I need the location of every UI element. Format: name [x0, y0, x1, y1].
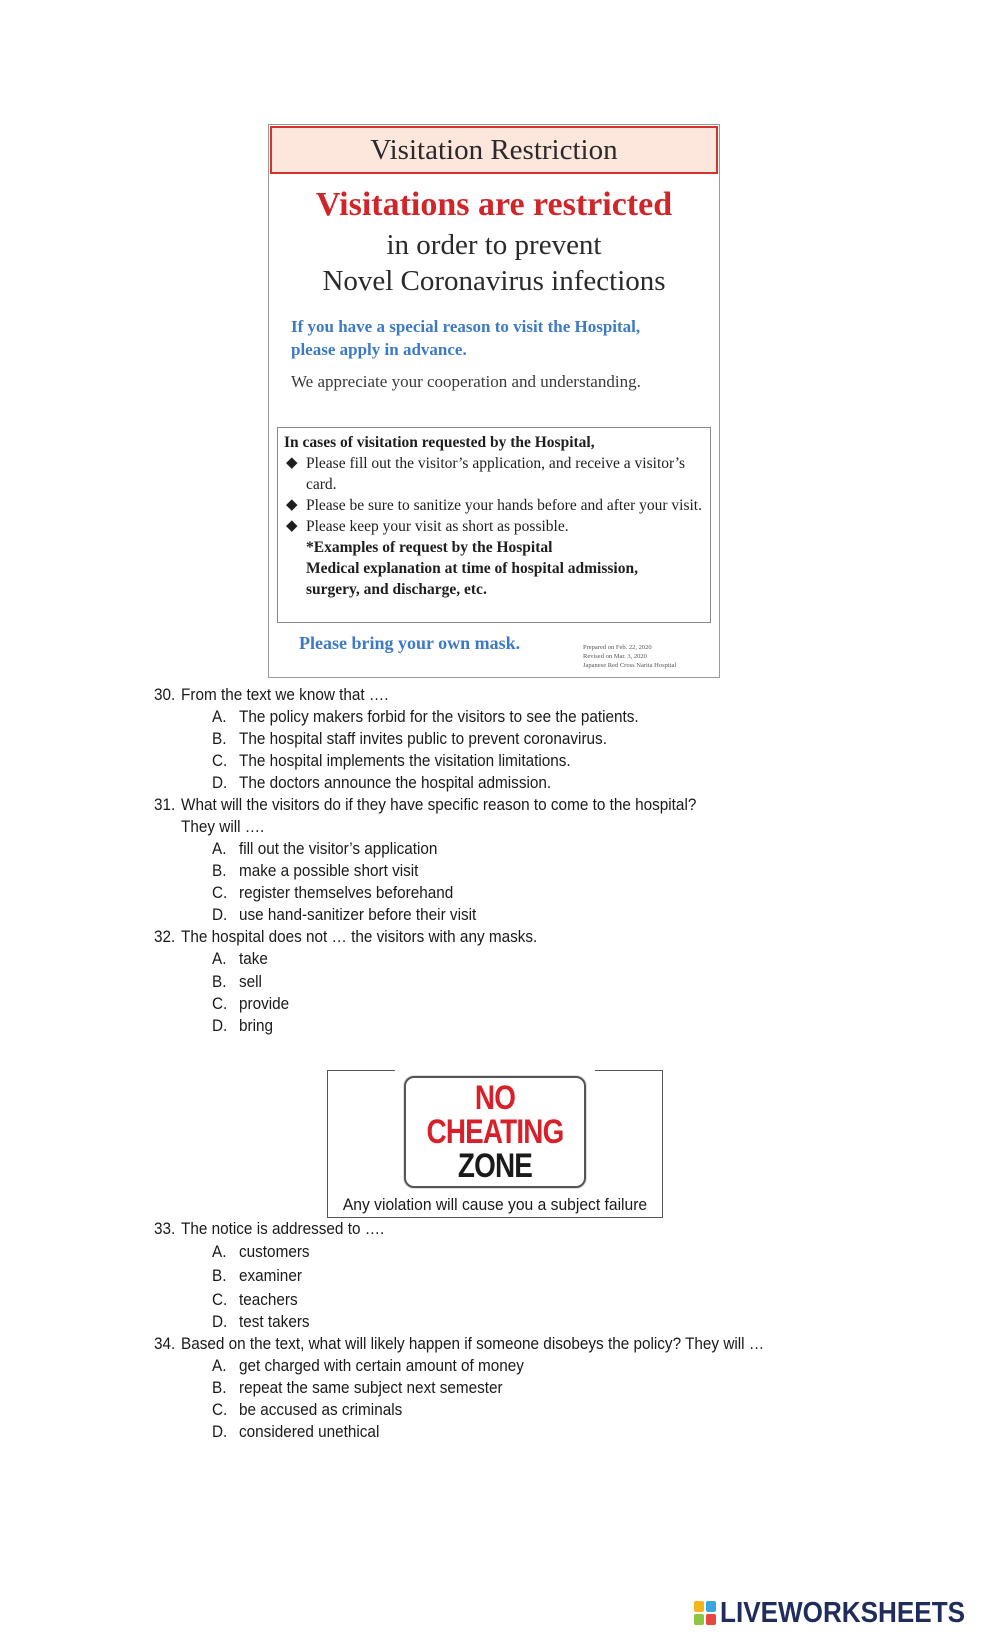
prepared-line-2: Revised on Mar. 3, 2020 [583, 653, 647, 660]
question-30 [154, 684, 388, 706]
question-number: 34. [154, 1334, 176, 1353]
question-31-option-c[interactable] [212, 882, 453, 904]
sign-line-no: NO [474, 1079, 516, 1117]
option-text: The hospital staff invites public to prevent coronavirus. [239, 729, 607, 748]
option-text: considered unethical [239, 1422, 380, 1441]
question-33 [154, 1218, 384, 1240]
cases-bullet-text: Please be sure to sanitize your hands before and after your visit. [306, 497, 702, 514]
option-text: be accused as criminals [239, 1400, 403, 1419]
question-text: From the text we know that …. [181, 685, 389, 704]
notice-special-line-2: please apply in advance. [291, 340, 467, 359]
sign-line-cheating: CHEATING [426, 1113, 564, 1151]
liveworksheets-logo-icon [694, 1601, 716, 1625]
question-30-option-b[interactable] [212, 728, 607, 750]
examples-line-1: *Examples of request by the Hospital [306, 539, 553, 556]
option-letter: A. [212, 1356, 227, 1375]
question-30-option-a[interactable] [212, 706, 639, 728]
option-letter: B. [212, 972, 227, 991]
option-text: register themselves beforehand [239, 883, 454, 902]
option-letter: D. [212, 1312, 228, 1331]
liveworksheets-logo[interactable] [694, 1598, 992, 1628]
notice-header: Visitation Restriction [270, 126, 718, 174]
option-letter: D. [212, 773, 228, 792]
option-text: The doctors announce the hospital admission. [239, 773, 552, 792]
option-letter: B. [212, 1378, 227, 1397]
notice-headline: Visitations are restricted [315, 186, 673, 223]
question-30-option-d[interactable] [212, 772, 551, 794]
option-letter: C. [212, 883, 228, 902]
notice-mask-text: Please bring your own mask. [299, 633, 521, 653]
question-30-option-c[interactable] [212, 750, 571, 772]
option-letter: C. [212, 751, 228, 770]
option-letter: D. [212, 905, 228, 924]
no-cheating-sign [404, 1076, 586, 1188]
question-number: 30. [154, 685, 176, 704]
question-text: What will the visitors do if they have specific reason to come to the hospital? [181, 795, 697, 814]
sign-line-zone: ZONE [457, 1147, 533, 1185]
question-31-option-a[interactable] [212, 838, 437, 860]
option-text: customers [239, 1242, 310, 1261]
option-letter: C. [212, 1400, 228, 1419]
option-letter: C. [212, 1290, 228, 1309]
question-32-option-a[interactable] [212, 948, 268, 970]
option-letter: D. [212, 1422, 228, 1441]
option-text: teachers [239, 1290, 298, 1309]
option-letter: B. [212, 861, 227, 880]
notice-appreciation: We appreciate your cooperation and understanding. [291, 372, 641, 391]
option-letter: D. [212, 1016, 228, 1035]
cases-bullet [284, 453, 704, 495]
cases-bullet-text: Please keep your visit as short as possible. [306, 518, 569, 535]
option-text: take [239, 949, 268, 968]
question-34-option-d[interactable] [212, 1421, 379, 1443]
question-number: 33. [154, 1219, 176, 1238]
question-32-option-c[interactable] [212, 993, 289, 1015]
option-letter: C. [212, 994, 228, 1013]
option-letter: B. [212, 729, 227, 748]
notice-subline-1: in order to prevent [386, 229, 602, 261]
visitation-notice [268, 124, 720, 678]
question-34-option-b[interactable] [212, 1377, 503, 1399]
question-32-option-d[interactable] [212, 1015, 273, 1037]
option-letter: A. [212, 949, 227, 968]
question-31 [154, 794, 696, 816]
prepared-line-3: Japanese Red Cross Narita Hospital [583, 662, 677, 669]
option-text: provide [239, 994, 290, 1013]
diamond-bullet-icon: ◆ [286, 455, 298, 471]
option-letter: A. [212, 839, 227, 858]
option-text: bring [239, 1016, 274, 1035]
frame-top-line-left [327, 1070, 395, 1071]
question-text: The hospital does not … the visitors with any masks. [181, 927, 538, 946]
question-text: Based on the text, what will likely happen if someone disobeys the policy? They will … [181, 1334, 765, 1353]
question-33-option-c[interactable] [212, 1289, 298, 1311]
option-text: examiner [239, 1266, 302, 1285]
question-34-option-c[interactable] [212, 1399, 402, 1421]
cases-title: In cases of visitation requested by the Hospital, [284, 434, 595, 451]
option-text: repeat the same subject next semester [239, 1378, 503, 1397]
notice-cases-box [277, 427, 711, 623]
option-text: make a possible short visit [239, 861, 419, 880]
question-31-option-d[interactable] [212, 904, 476, 926]
cases-bullet [284, 516, 704, 537]
option-text: fill out the visitor’s application [239, 839, 438, 858]
question-33-option-a[interactable] [212, 1241, 310, 1263]
question-31-option-b[interactable] [212, 860, 418, 882]
question-33-option-b[interactable] [212, 1265, 302, 1287]
notice-special-reason [291, 315, 709, 361]
notice-subline-2: Novel Coronavirus infections [322, 265, 666, 297]
diamond-bullet-icon: ◆ [286, 518, 298, 534]
question-33-option-d[interactable] [212, 1311, 310, 1333]
question-number: 31. [154, 795, 176, 814]
examples-line-3: surgery, and discharge, etc. [306, 581, 487, 598]
option-text: use hand-sanitizer before their visit [239, 905, 477, 924]
notice-prepared-info [583, 643, 717, 670]
cases-bullet [284, 495, 704, 516]
logo-text: LIVEWORKSHEETS [720, 1596, 966, 1629]
diamond-bullet-icon: ◆ [286, 497, 298, 513]
question-34 [154, 1333, 764, 1355]
question-31-continuation: They will …. [181, 817, 265, 836]
option-text: get charged with certain amount of money [239, 1356, 524, 1375]
option-text: sell [239, 972, 262, 991]
cases-bullet-text: Please fill out the visitor’s application, and receive a visitor’s card. [306, 455, 686, 493]
question-32-option-b[interactable] [212, 971, 262, 993]
examples-line-2: Medical explanation at time of hospital admission, [306, 560, 638, 577]
option-letter: A. [212, 707, 227, 726]
frame-top-line-right [595, 1070, 663, 1071]
option-text: The hospital implements the visitation limitations. [239, 751, 571, 770]
option-letter: A. [212, 1242, 227, 1261]
question-number: 32. [154, 927, 176, 946]
question-34-option-a[interactable] [212, 1355, 524, 1377]
option-letter: B. [212, 1266, 227, 1285]
option-text: The policy makers forbid for the visitors to see the patients. [239, 707, 639, 726]
question-text: The notice is addressed to …. [181, 1219, 385, 1238]
prepared-line-1: Prepared on Feb. 22, 2020 [583, 644, 652, 651]
option-text: test takers [239, 1312, 310, 1331]
question-32 [154, 926, 537, 948]
notice-special-line-1: If you have a special reason to visit the Hospital, [291, 317, 641, 336]
no-cheating-caption: Any violation will cause you a subject failure [342, 1195, 648, 1214]
